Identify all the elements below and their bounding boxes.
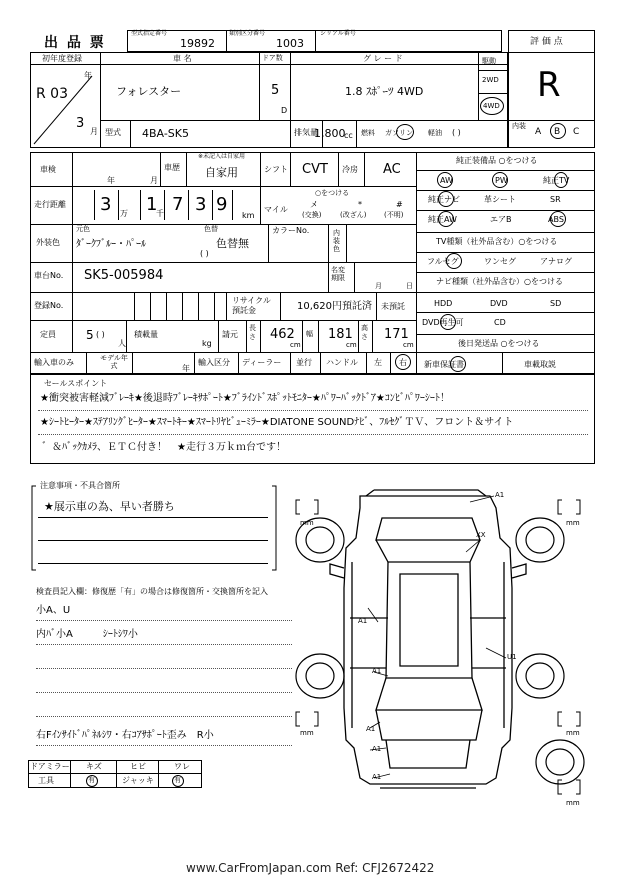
mark-left-quarter: A1 [366, 725, 376, 733]
reg-month: 3 [76, 116, 85, 131]
interior-label: 内装 [512, 122, 526, 130]
equip-pw: PW [495, 176, 508, 185]
height-cm: cm [403, 341, 414, 349]
model-type: 4BA-SK5 [142, 127, 189, 140]
navi-title: ナビ種類（社外品含む）○をつける [436, 277, 563, 286]
unknown-top: # [396, 200, 403, 209]
mileage-man: 万 [120, 209, 128, 218]
sales-line-1: ★衝突被害軽減ﾌﾞﾚｰｷ★後退時ﾌﾞﾚｰｷｻﾎﾟｰﾄ★ﾌﾞﾗｲﾝﾄﾞｽﾎﾟｯﾄﾓﾆﾀｰ★ﾊﾟﾜｰﾊﾞｯｸﾄﾞｱ★ｺﾝﾋﾞﾊﾟﾜｰｼｰﾄ！ [40, 393, 450, 404]
color-change: 色替無 [216, 237, 249, 250]
legend-tool: 工具 [38, 776, 54, 785]
model-code-label: 型式指定番号 [131, 30, 168, 37]
legend-tool-yes: 有 [88, 776, 95, 784]
load-unit: kg [202, 339, 212, 348]
height: 171 [384, 327, 409, 342]
opt-unknown: (不明) [384, 211, 404, 219]
vehicle-name: フォレスター [116, 85, 182, 98]
inspector-label: 検査員記入欄：修復歴「有」の場合は修復箇所・交換箇所を記入 [36, 587, 268, 596]
mileage-km: km [242, 211, 255, 220]
color-change-label: 色替 [204, 225, 218, 233]
tv-oneseg: ワンセグ [484, 257, 516, 266]
equip-aw: AW [440, 176, 453, 185]
original-color-label: 元色 [76, 225, 90, 233]
height-label: 高さ [361, 324, 368, 341]
shaken-month: 月 [150, 176, 158, 185]
length-cm: cm [290, 341, 301, 349]
door-suffix: D [281, 106, 288, 115]
length-label: 長さ [249, 324, 256, 341]
sales-line-2: ★ｼｰﾄﾋｰﾀｰ★ｽﾃｱﾘﾝｸﾞﾋｰﾀｰ★ｽﾏｰﾄｷｰ★ｽﾏｰﾄﾘﾔﾋﾞｭｰﾐﾗｰ★DIATONE SOUNDﾅﾋﾞ、ﾌﾙｾｸﾞＴＶ、フロント＆サイト [40, 417, 514, 428]
cc-unit: cc [344, 131, 353, 140]
mileage-digit-3: 7 [172, 194, 184, 215]
reg-era: R 03 [36, 86, 68, 102]
shift: CVT [302, 162, 328, 177]
capacity-label: 定員 [40, 330, 56, 339]
tv-fullseg: フルセグ [427, 257, 459, 266]
model-type-label: 型式 [105, 128, 121, 137]
width: 181 [328, 327, 353, 342]
mm-rl: mm [300, 729, 314, 737]
equip-leather: 革シート [484, 195, 516, 204]
import-parallel: 並行 [296, 358, 312, 367]
opt-exchange: (交換) [302, 211, 322, 219]
navi-dvd-play: DVD再生可 [422, 318, 464, 327]
legend-mirror: ドアミラー [30, 762, 70, 771]
mileage-digit-4: 3 [195, 194, 207, 215]
inspector-line-5: 右Fｲﾝｻｲﾄﾞﾊﾟﾈﾙｼﾜ・右ｺｱｻﾎﾟｰﾄ歪み R小 [36, 730, 214, 741]
request-label: 請元 [222, 330, 238, 339]
grade-score: R [537, 65, 561, 105]
recycle-value: 10,620円預託済 [297, 301, 372, 312]
fuel-gas: ガソリン [385, 129, 413, 137]
navi-sd: SD [550, 299, 562, 308]
import-division-label: 輸入区分 [198, 358, 230, 367]
tv-analog: アナログ [540, 257, 572, 266]
form-title: 出 品 票 [44, 35, 106, 51]
interior-color-label: 内装色 [333, 229, 340, 253]
handle-label: ハンドル [326, 358, 358, 367]
legend-scratch: キズ [86, 762, 102, 771]
shaken-label: 車検 [40, 165, 56, 174]
notes-label: 注意事項・不具合箇所 [40, 481, 120, 490]
model-year-label: モデル年式 [100, 354, 128, 370]
mark-left-door: A1 [358, 617, 368, 625]
color-no-label: カラーNo. [272, 226, 310, 235]
mark-rear-bumper: A1 [372, 773, 382, 781]
recycle-label: リサイクル預託金 [232, 296, 271, 315]
class-code: 1003 [276, 37, 304, 50]
equip-navi: 純正ナビ [428, 195, 460, 204]
mm-rr: mm [566, 729, 580, 737]
model-code: 19892 [180, 37, 215, 50]
handle-left: 左 [374, 358, 382, 367]
shaken-year: 年 [107, 176, 115, 185]
tv-title: TV種類（社外品含む）○をつける [436, 237, 558, 246]
first-reg-label: 初年度登録 [42, 54, 82, 63]
ac: AC [383, 162, 401, 177]
grade-label: グ レ ー ド [363, 54, 403, 63]
equip-airbag: エアB [490, 215, 512, 224]
mm-spare: mm [566, 799, 580, 807]
exchange-top: メ [310, 200, 318, 209]
sales-label: セールスポイント [44, 379, 108, 388]
grade: 1.8 ｽﾎﾟｰﾂ 4WD [345, 85, 424, 98]
mileage-note: ○をつける [315, 189, 350, 197]
mileage-digit-2: 1 [146, 194, 158, 215]
capacity: 5 [86, 328, 94, 342]
history: 自家用 [205, 166, 238, 179]
chassis-label: 車台No. [34, 271, 64, 280]
mark-front-bumper: A1 [495, 491, 505, 499]
sales-line-3: ゛＆ﾊﾞｯｸｶﾒﾗ、ＥＴＣ付き！ ★走行３万ｋｍ台です！ [42, 442, 286, 453]
recycle-none: 未預託 [381, 302, 405, 311]
doors-label: ドア数 [262, 54, 283, 62]
color-paren: ( ) [200, 249, 209, 258]
interior-c: C [573, 127, 580, 137]
exterior-label: 外装色 [36, 238, 60, 247]
history-note: ※未記入は自家用 [198, 153, 246, 160]
vehicle-name-label: 車 名 [173, 54, 192, 63]
import-label: 輸入車のみ [34, 358, 74, 367]
mileage-digit-1: 3 [100, 194, 112, 215]
mark-left-rear-door: A1 [372, 667, 382, 675]
color-name: ﾀﾞｰｸﾌﾞﾙｰ・ﾊﾟｰﾙ [76, 239, 146, 250]
class-label: 類別区分番号 [229, 30, 266, 37]
footer-text: www.CarFromJapan.com Ref: CFJ2672422 [186, 861, 435, 875]
displacement-label: 排気量 [294, 128, 318, 137]
interior-a: A [535, 127, 542, 137]
docs-manual: 車載取説 [524, 360, 556, 369]
inspector-line-1: 小A、U [36, 605, 71, 616]
fuel-label: 燃料 [361, 129, 375, 137]
chassis-no: SK5-005984 [84, 268, 164, 283]
mark-rear-left: A1 [372, 745, 382, 753]
width-label: 幅 [306, 330, 313, 338]
chassis-day-unit: 日 [406, 282, 413, 290]
notes-line-1: ★展示車の為、早い者勝ち [44, 500, 175, 513]
equipment-title: 純正装備品 ○をつける [456, 156, 538, 165]
drive-2wd: 2WD [482, 76, 499, 84]
handle-right: 右 [399, 358, 407, 367]
car-damage-diagram [290, 478, 600, 808]
name-change-label: 名変期限 [331, 266, 345, 282]
mileage-digit-5: 9 [216, 194, 228, 215]
mileage-label: 走行距離 [34, 200, 66, 209]
equip-abs: ABS [548, 215, 564, 224]
navi-hdd: HDD [434, 299, 453, 308]
load-label: 積載量 [134, 330, 158, 339]
mm-fr: mm [566, 519, 580, 527]
history-label: 車歴 [164, 163, 180, 172]
mile-label: マイル [264, 205, 288, 214]
drive-4wd: 4WD [483, 102, 500, 110]
drive-label: 駆動 [482, 57, 496, 65]
fuel-paren: ( ) [452, 128, 461, 137]
interior-b: B [554, 127, 561, 137]
reg-no-label: 登録No. [34, 301, 64, 310]
year-suffix: 年 [84, 71, 92, 80]
mark-windshield: XX [476, 531, 486, 539]
shift-label: シフト [264, 165, 288, 174]
length: 462 [270, 327, 295, 342]
modified-top: * [358, 200, 362, 209]
chassis-month-unit: 月 [375, 282, 382, 290]
score-label: 評 価 点 [530, 37, 563, 47]
equip-sr: SR [550, 195, 561, 204]
equip-tv: 純正TV [543, 176, 570, 185]
docs-title: 後日発送品 ○をつける [458, 339, 540, 348]
serial-label: シリアル番号 [320, 30, 356, 37]
displacement: 1,800 [314, 127, 346, 140]
legend-crack: ヒビ [130, 762, 146, 771]
legend-jack-yes: 有 [174, 776, 181, 784]
capacity-paren: ( ) [96, 330, 105, 339]
month-suffix: 月 [90, 127, 98, 136]
docs-warranty: 新車保証書 [424, 360, 464, 369]
model-year-unit: 年 [182, 364, 190, 373]
legend-break: ワレ [174, 762, 190, 771]
doors: 5 [271, 83, 280, 98]
navi-dvd: DVD [490, 299, 508, 308]
width-cm: cm [346, 341, 357, 349]
opt-modified: (改ざん) [340, 211, 367, 219]
ac-label: 冷房 [342, 165, 358, 174]
navi-cd: CD [494, 318, 506, 327]
inspector-line-2: 内ﾊﾞ小A ｼｰﾄｼﾜ小 [36, 629, 138, 640]
mileage-sen: 千 [156, 209, 164, 218]
legend-jack: ジャッキ [122, 776, 154, 785]
mm-fl: mm [300, 519, 314, 527]
fuel-diesel: 軽油 [428, 129, 442, 137]
import-dealer: ディーラー [242, 358, 282, 367]
capacity-unit: 人 [118, 339, 126, 348]
equip-genuine-aw: 純正AW [428, 215, 457, 224]
mark-right-rear: U1 [507, 653, 517, 661]
